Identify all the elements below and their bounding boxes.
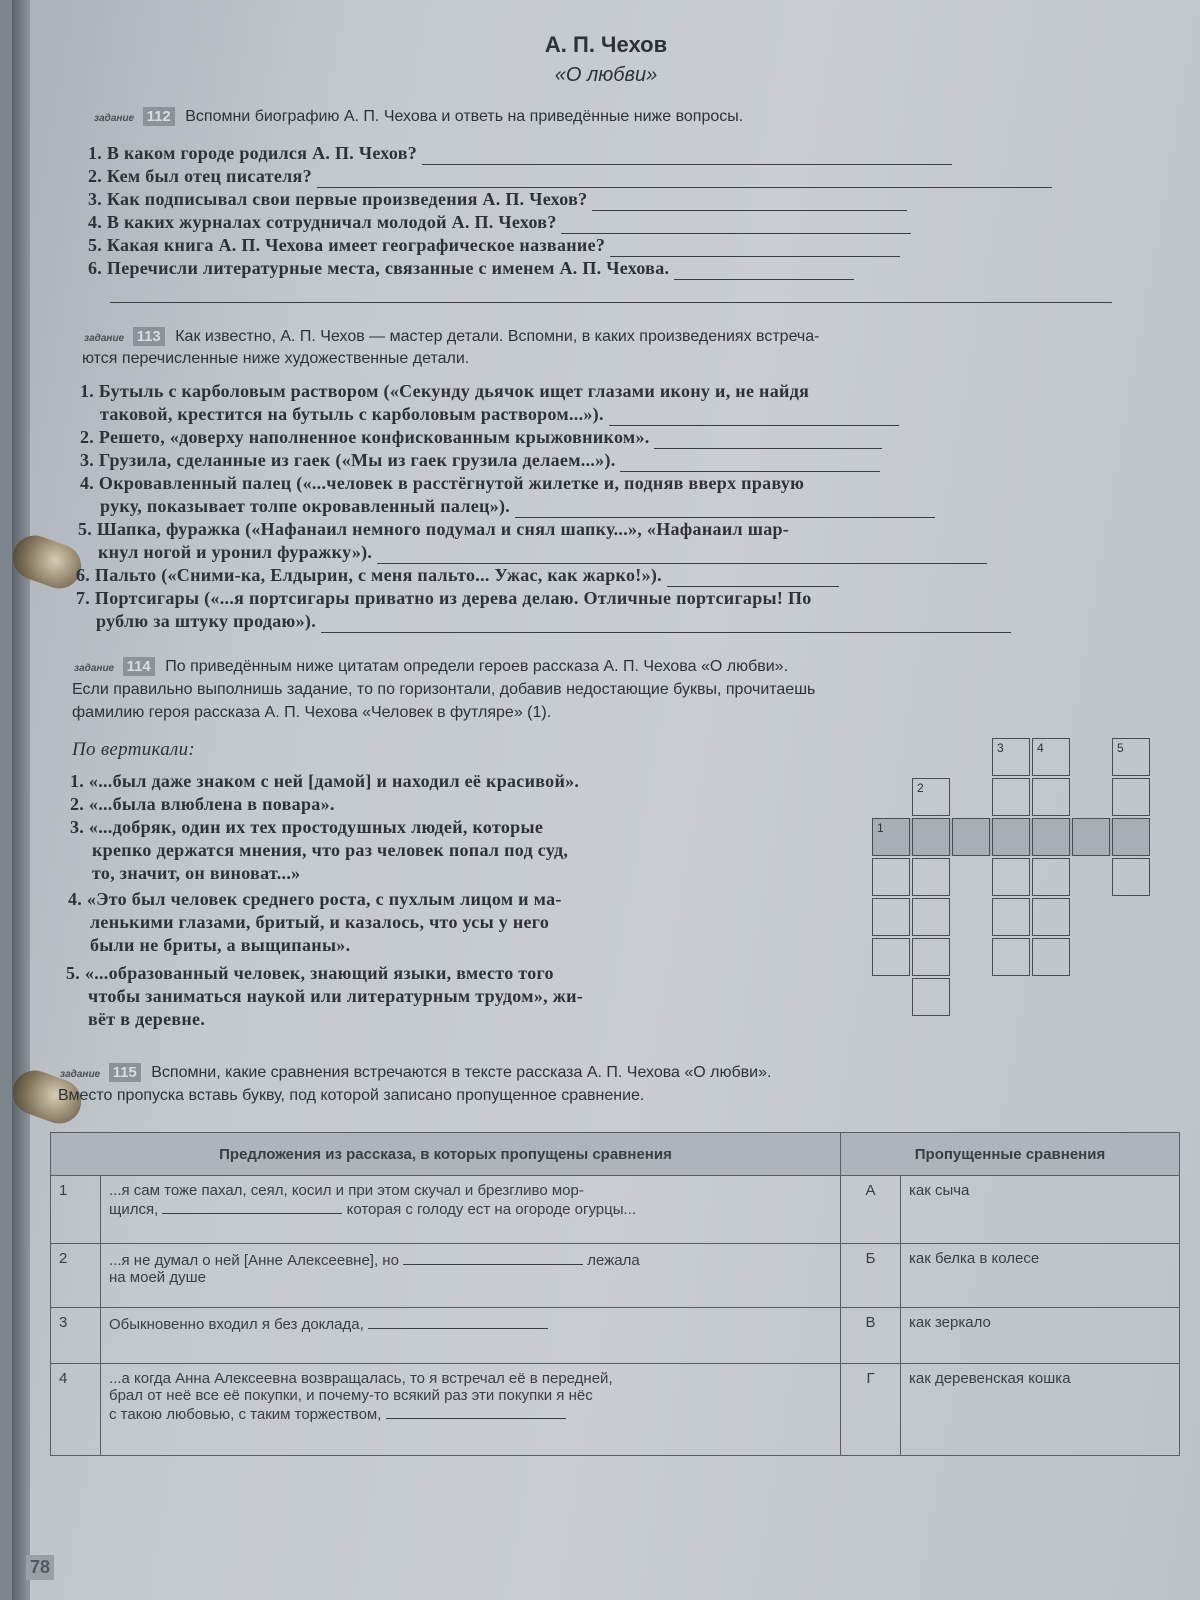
- answer-line[interactable]: [515, 499, 935, 518]
- task-instruction: Как известно, А. П. Чехов — мастер детали. Вспомни, в каких произведениях встреча-: [175, 328, 820, 345]
- question-item: 1. В каком городе родился А. П. Чехов?: [88, 142, 952, 165]
- task-number: 113: [133, 327, 165, 346]
- column-header: Пропущенные сравнения: [841, 1133, 1180, 1176]
- task-113-header: [84, 326, 820, 349]
- question-item: 2. Кем был отец писателя?: [88, 165, 1052, 188]
- crossword-cell[interactable]: [872, 898, 910, 936]
- detail-item: 5. Шапка, фуражка («Нафанаил немного подумал и снял шапку...», «Нафанаил шар-: [78, 519, 790, 539]
- crossword-cell[interactable]: [1032, 858, 1070, 896]
- task-tag: задание: [94, 113, 135, 124]
- task-instruction-cont: ются перечисленные ниже художественные детали.: [82, 350, 470, 367]
- clue-item: вёт в деревне.: [88, 1009, 206, 1029]
- answer-line[interactable]: [667, 568, 839, 587]
- option-text: как деревенская кошка: [901, 1364, 1180, 1456]
- detail-item: 3. Грузила, сделанные из гаек («Мы из гаек грузила делаем...»).: [80, 449, 880, 472]
- row-number: 2: [51, 1244, 101, 1308]
- detail-item: рублю за штуку продаю»).: [96, 610, 1011, 633]
- answer-line[interactable]: [317, 169, 1052, 188]
- detail-item: 2. Решето, «доверху наполненное конфискованным крыжовником».: [80, 426, 882, 449]
- answer-line[interactable]: [422, 146, 952, 165]
- answer-line[interactable]: [592, 192, 907, 211]
- sentence-cell: ...я сам тоже пахал, сеял, косил и при этом скучал и брезгливо мор- щился, которая с голоду ест на огороде огурцы...: [101, 1176, 841, 1244]
- task-114-header: [74, 656, 788, 679]
- task-instruction-cont: Если правильно выполнишь задание, то по горизонтали, добавив недостающие буквы, прочитаешь: [72, 681, 816, 698]
- crossword-cell[interactable]: 4: [1032, 738, 1070, 776]
- task-112-header: [94, 106, 743, 129]
- crossword-cell[interactable]: [1112, 778, 1150, 816]
- question-item: 4. В каких журналах сотрудничал молодой А. П. Чехов?: [88, 211, 911, 234]
- crossword-cell[interactable]: 3: [992, 738, 1030, 776]
- detail-item: 7. Портсигары («...я портсигары приватно из дерева делаю. Отличные портсигары! По: [76, 588, 812, 608]
- task-instruction: Вспомни биографию А. П. Чехова и ответь на приведённые ниже вопросы.: [185, 108, 744, 125]
- vertical-label: По вертикали:: [72, 739, 196, 760]
- crossword-cell[interactable]: [1112, 818, 1150, 856]
- clue-item: 5. «...образованный человек, знающий языки, вместо того: [66, 963, 554, 983]
- task-instruction: Вспомни, какие сравнения встречаются в тексте рассказа А. П. Чехова «О любви».: [151, 1064, 772, 1081]
- answer-line[interactable]: [610, 238, 900, 257]
- crossword-cell[interactable]: [992, 818, 1030, 856]
- answer-line[interactable]: [609, 407, 899, 426]
- answer-line[interactable]: [377, 545, 987, 564]
- crossword-cell[interactable]: [1112, 858, 1150, 896]
- crossword-cell[interactable]: [1032, 778, 1070, 816]
- option-letter: В: [841, 1308, 901, 1364]
- row-number: 3: [51, 1308, 101, 1364]
- answer-blank[interactable]: [162, 1199, 342, 1214]
- sentence-cell: ...а когда Анна Алексеевна возвращалась, то я встречал её в передней, брал от неё все её покупки, и почему-то всякий раз эти покупки я нёс с такою любовью, с таким торжеством,: [101, 1364, 841, 1456]
- task-tag: задание: [84, 333, 125, 344]
- table-row: [51, 1176, 1180, 1244]
- crossword-cell[interactable]: [912, 898, 950, 936]
- page-edge-shadow: [12, 0, 30, 1600]
- clue-item: 1. «...был даже знаком с ней [дамой] и находил её красивой».: [70, 771, 580, 791]
- table-row: [51, 1364, 1180, 1456]
- option-text: как зеркало: [901, 1308, 1180, 1364]
- option-letter: А: [841, 1176, 901, 1244]
- detail-item: 1. Бутыль с карболовым раствором («Секунду дьячок ищет глазами икону и, не найдя: [80, 381, 810, 401]
- task-instruction-cont: Вместо пропуска вставь букву, под которой записано пропущенное сравнение.: [58, 1087, 645, 1104]
- task-instruction: По приведённым ниже цитатам определи героев рассказа А. П. Чехова «О любви».: [165, 658, 789, 675]
- crossword-cell[interactable]: [872, 938, 910, 976]
- clue-item: 4. «Это был человек среднего роста, с пухлым лицом и ма-: [68, 889, 562, 909]
- question-item: 3. Как подписывал свои первые произведения А. П. Чехов?: [88, 188, 907, 211]
- crossword-cell[interactable]: 5: [1112, 738, 1150, 776]
- clue-item: ленькими глазами, бритый, и казалось, что усы у него: [90, 912, 550, 932]
- answer-line[interactable]: [110, 284, 1112, 303]
- row-number: 1: [51, 1176, 101, 1244]
- clue-item: 3. «...добряк, один их тех простодушных людей, которые: [70, 817, 544, 837]
- task-115-header: [60, 1062, 771, 1085]
- answer-line[interactable]: [321, 614, 1011, 633]
- clue-item: 2. «...была влюблена в повара».: [70, 794, 335, 814]
- crossword-cell[interactable]: [1072, 818, 1110, 856]
- sentence-cell: ...я не думал о ней [Анне Алексеевне], но лежала на моей душе: [101, 1244, 841, 1308]
- crossword-cell[interactable]: [992, 858, 1030, 896]
- answer-blank[interactable]: [403, 1250, 583, 1265]
- option-letter: Б: [841, 1244, 901, 1308]
- clue-item: были не бриты, а выщипаны».: [90, 935, 351, 955]
- crossword-cell[interactable]: [952, 818, 990, 856]
- clue-item: крепко держатся мнения, что раз человек попал под суд,: [92, 840, 569, 860]
- option-text: как белка в колесе: [901, 1244, 1180, 1308]
- page-title: А. П. Чехов: [544, 32, 668, 57]
- page-subtitle: «О любви»: [554, 64, 658, 86]
- crossword-cell[interactable]: [912, 938, 950, 976]
- sentence-cell: Обыкновенно входил я без доклада,: [101, 1308, 841, 1364]
- row-number: 4: [51, 1364, 101, 1456]
- task-instruction-cont: фамилию героя рассказа А. П. Чехова «Человек в футляре» (1).: [72, 704, 552, 721]
- question-item: 6. Перечисли литературные места, связанные с именем А. П. Чехова.: [88, 257, 854, 280]
- crossword-cell[interactable]: [912, 858, 950, 896]
- detail-item: 4. Окровавленный палец («...человек в расстёгнутой жилетке и, подняв вверх правую: [80, 473, 805, 493]
- comparison-table: [50, 1132, 1180, 1456]
- crossword-cell[interactable]: [912, 978, 950, 1016]
- crossword-cell[interactable]: [1032, 898, 1070, 936]
- crossword-cell[interactable]: [992, 938, 1030, 976]
- crossword-cell[interactable]: [872, 858, 910, 896]
- crossword-cell[interactable]: [992, 898, 1030, 936]
- workbook-page: [12, 0, 1200, 1600]
- crossword-cell[interactable]: 2: [912, 778, 950, 816]
- answer-line[interactable]: [561, 215, 911, 234]
- answer-line[interactable]: [654, 430, 882, 449]
- table-header-row: [51, 1133, 1180, 1176]
- column-header: Предложения из рассказа, в которых пропущены сравнения: [51, 1133, 841, 1176]
- question-item: 5. Какая книга А. П. Чехова имеет географическое название?: [88, 234, 900, 257]
- task-tag: задание: [60, 1069, 101, 1080]
- answer-blank[interactable]: [368, 1314, 548, 1329]
- crossword-cell[interactable]: [992, 778, 1030, 816]
- answer-line-extra: [110, 280, 1112, 303]
- crossword-cell[interactable]: [1032, 938, 1070, 976]
- task-number: 115: [109, 1063, 141, 1082]
- answer-line[interactable]: [620, 453, 880, 472]
- task-tag: задание: [74, 663, 115, 674]
- option-text: как сыча: [901, 1176, 1180, 1244]
- detail-item: таковой, крестится на бутыль с карболовым раствором...»).: [100, 403, 899, 426]
- page-number: 78: [26, 1555, 54, 1580]
- table-row: [51, 1308, 1180, 1364]
- clue-item: чтобы заниматься наукой или литературным трудом», жи-: [88, 986, 584, 1006]
- task-number: 114: [123, 657, 155, 676]
- detail-item: руку, показывает толпе окровавленный палец»).: [100, 495, 935, 518]
- answer-line[interactable]: [674, 261, 854, 280]
- detail-item: 6. Пальто («Сними-ка, Елдырин, с меня пальто... Ужас, как жарко!»).: [76, 564, 839, 587]
- detail-item: кнул ногой и уронил фуражку»).: [98, 541, 987, 564]
- clue-item: то, значит, он виноват...»: [92, 863, 301, 883]
- option-letter: Г: [841, 1364, 901, 1456]
- table-row: [51, 1244, 1180, 1308]
- task-number: 112: [143, 107, 175, 126]
- crossword-cell[interactable]: 1: [872, 818, 910, 856]
- crossword-cell[interactable]: [1032, 818, 1070, 856]
- crossword-cell[interactable]: [912, 818, 950, 856]
- answer-blank[interactable]: [386, 1404, 566, 1419]
